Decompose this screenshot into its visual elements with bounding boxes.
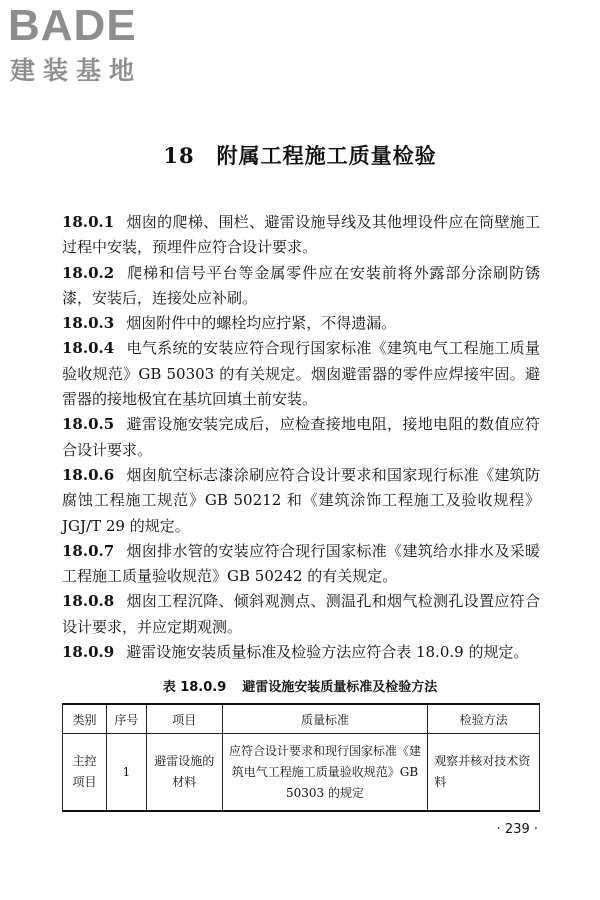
clause-number: 18.0.4 (62, 339, 115, 358)
clause-text: 烟囱附件中的螺栓均应拧紧，不得遗漏。 (126, 314, 397, 333)
logo-subtitle: 建装基地 (10, 56, 143, 85)
page-number: · 239 · (496, 822, 538, 837)
clause-18-0-4 (62, 336, 540, 412)
clause-text: 电气系统的安装应符合现行国家标准《建筑电气工程施工质量验收规范》GB 50303 的有关规定。烟囱避雷器的零件应焊接牢固。避雷器的接地极宜在基坑回填土前安装。 (62, 339, 540, 409)
clause-text: 烟囱航空标志漆涂刷应符合设计要求和国家现行标准《建筑防腐蚀工程施工规范》GB 50212 和《建筑涂饰工程施工及验收规程》JGJ/T 29 的规定。 (62, 465, 540, 535)
clause-text: 避雷设施安装完成后，应检查接地电阻，接地电阻的数值应符合设计要求。 (62, 415, 540, 459)
clause-18-0-3 (62, 311, 540, 336)
header-seq: 序号 (106, 704, 146, 734)
clause-text: 烟囱工程沉降、倾斜观测点、测温孔和烟气检测孔设置应符合设计要求，并应定期观测。 (62, 592, 540, 636)
table-row (63, 734, 540, 812)
logo-wordmark: BADE (8, 1, 137, 50)
chapter-heading (0, 140, 600, 170)
header-category: 类别 (63, 704, 107, 734)
cell-standard: 应符合设计要求和现行国家标准《建筑电气工程施工质量验收规范》GB 50303 的规定 (222, 734, 428, 812)
clause-number: 18.0.9 (62, 643, 115, 662)
brand-logo (8, 1, 178, 86)
clause-18-0-9 (62, 640, 540, 665)
clause-18-0-6 (62, 463, 540, 539)
table-caption (0, 676, 600, 695)
clause-number: 18.0.5 (62, 415, 115, 434)
clause-number: 18.0.1 (62, 213, 115, 231)
clause-number: 18.0.2 (62, 263, 115, 282)
clause-text: 烟囱的爬梯、围栏、避雷设施导线及其他埋设件应在筒壁施工过程中安装，预埋件应符合设计要求。 (62, 213, 540, 257)
cell-seq: 1 (106, 734, 146, 812)
cell-method: 观察并核对技术资料 (428, 734, 540, 812)
clause-18-0-1 (62, 210, 540, 261)
clause-18-0-5 (62, 412, 540, 463)
clause-text: 避雷设施安装质量标准及检验方法应符合表 18.0.9 的规定。 (126, 643, 529, 662)
clause-18-0-2 (62, 261, 540, 312)
clause-number: 18.0.8 (62, 592, 115, 611)
header-method: 检验方法 (428, 704, 540, 734)
clause-text: 爬梯和信号平台等金属零件应在安装前将外露部分涂刷防锈漆，安装后，连接处应补刷。 (62, 263, 540, 307)
table-title: 避雷设施安装质量标准及检验方法 (242, 680, 438, 695)
header-item: 项目 (146, 704, 222, 734)
header-standard: 质量标准 (222, 704, 428, 734)
table-header-row (63, 704, 540, 734)
cell-item: 避雷设施的材料 (146, 734, 222, 812)
clause-18-0-8 (62, 589, 540, 640)
quality-standard-table (62, 703, 540, 812)
table-number: 表 18.0.9 (162, 680, 227, 695)
chapter-number: 18 (163, 143, 195, 168)
clause-number: 18.0.7 (62, 541, 115, 560)
clause-number: 18.0.6 (62, 465, 115, 484)
clause-text: 烟囱排水管的安装应符合现行国家标准《建筑给水排水及采暖工程施工质量验收规范》GB 50242 的有关规定。 (62, 541, 540, 586)
cell-category: 主控项目 (63, 734, 107, 812)
clause-number: 18.0.3 (62, 314, 115, 333)
clause-list (62, 210, 540, 665)
clause-18-0-7 (62, 539, 540, 590)
chapter-title: 附属工程施工质量检验 (216, 143, 437, 168)
